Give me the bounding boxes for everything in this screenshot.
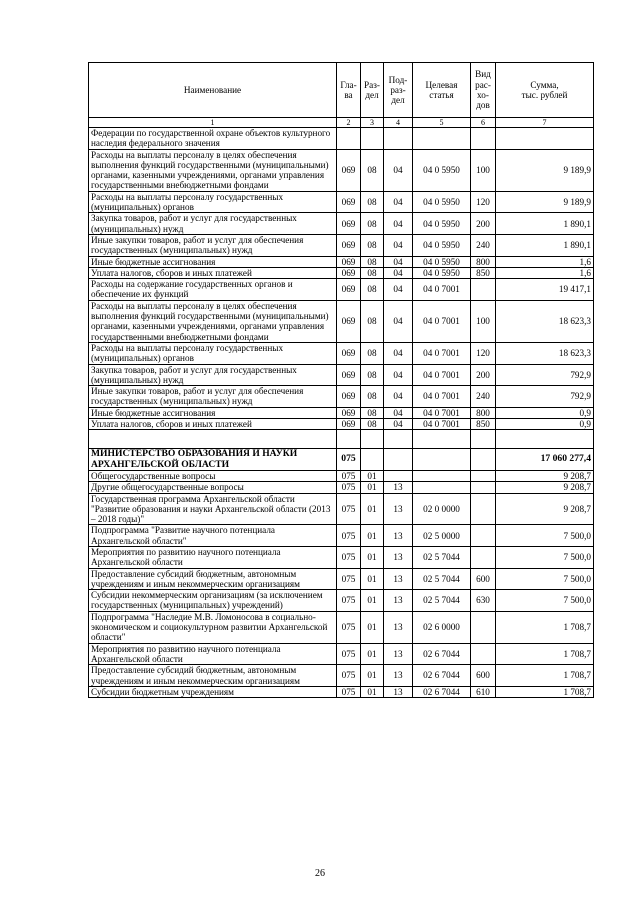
cell-target-article: 02 5 0000 [413,525,471,547]
cell-target-article: 02 5 7044 [413,568,471,590]
cell-target-article: 04 0 7001 [413,279,471,301]
cell-name: Расходы на выплаты персоналу в целях обеспечения выполнения функций государственными (муниципальными) органами, казенными учреждениями, органами управления государственными внебюджетными фондами [89,149,337,191]
table-row [89,279,594,301]
header-chapter: Гла- ва [337,63,361,118]
cell-subsection: 04 [384,419,413,430]
cell-name: Субсидии бюджетным учреждениям [89,686,337,697]
cell-amount: 792,9 [496,364,594,386]
column-number: 1 [89,118,337,128]
cell-chapter: 075 [337,686,361,697]
table-row [89,525,594,547]
cell-amount: 7 500,0 [496,546,594,568]
column-number: 2 [337,118,361,128]
cell-amount: 1,6 [496,256,594,267]
cell-section: 08 [361,419,384,430]
cell-amount: 9 189,9 [496,149,594,191]
cell-section: 01 [361,493,384,525]
cell-expense-type [471,430,496,449]
table-row [89,234,594,256]
cell-chapter: 075 [337,643,361,665]
cell-chapter [337,430,361,449]
cell-target-article: 04 0 5950 [413,213,471,235]
table-body [89,128,594,698]
budget-table-container [88,62,593,698]
cell-name: Подпрограмма "Развитие научного потенциала Архангельской области" [89,525,337,547]
cell-expense-type [471,279,496,301]
cell-expense-type [471,493,496,525]
cell-target-article [413,470,471,481]
cell-expense-type: 120 [471,342,496,364]
cell-amount: 9 208,7 [496,470,594,481]
cell-expense-type: 610 [471,686,496,697]
cell-section: 08 [361,342,384,364]
column-number: 4 [384,118,413,128]
cell-chapter: 069 [337,419,361,430]
cell-expense-type: 200 [471,364,496,386]
cell-section: 01 [361,568,384,590]
cell-subsection: 04 [384,213,413,235]
cell-amount: 7 500,0 [496,568,594,590]
cell-subsection: 13 [384,568,413,590]
cell-name: Расходы на содержание государственных органов и обеспечение их функций [89,279,337,301]
cell-chapter: 075 [337,546,361,568]
table-row [89,213,594,235]
cell-expense-type [471,128,496,150]
header-amount: Сумма, тыс. рублей [496,63,594,118]
cell-section: 08 [361,149,384,191]
cell-section: 08 [361,300,384,342]
table-row [89,407,594,418]
cell-target-article: 04 0 7001 [413,407,471,418]
cell-expense-type: 240 [471,386,496,408]
cell-amount: 0,9 [496,407,594,418]
cell-amount: 1 890,1 [496,234,594,256]
table-row [89,300,594,342]
cell-amount [496,128,594,150]
cell-name: Государственная программа Архангельской области "Развитие образования и науки Архангельской области (2013 – 2018 годы)" [89,493,337,525]
table-row [89,449,594,471]
cell-amount: 1 890,1 [496,213,594,235]
table-row [89,568,594,590]
cell-target-article: 02 5 7044 [413,546,471,568]
cell-target-article: 04 0 7001 [413,342,471,364]
cell-name: Иные закупки товаров, работ и услуг для обеспечения государственных (муниципальных) нужд [89,234,337,256]
cell-section: 01 [361,546,384,568]
cell-target-article [413,482,471,493]
cell-amount: 19 417,1 [496,279,594,301]
header-section: Раз- дел [361,63,384,118]
cell-amount: 9 208,7 [496,493,594,525]
cell-subsection: 04 [384,256,413,267]
column-number: 6 [471,118,496,128]
cell-amount: 18 623,3 [496,342,594,364]
cell-target-article: 04 0 7001 [413,419,471,430]
cell-chapter: 069 [337,149,361,191]
cell-target-article: 04 0 7001 [413,300,471,342]
cell-section: 01 [361,590,384,612]
cell-chapter: 069 [337,386,361,408]
cell-chapter: 069 [337,342,361,364]
cell-section: 08 [361,213,384,235]
header-expense-type: Вид рас- хо- дов [471,63,496,118]
cell-chapter: 075 [337,568,361,590]
table-row [89,191,594,213]
cell-target-article: 04 0 5950 [413,234,471,256]
cell-subsection [384,128,413,150]
cell-subsection: 13 [384,493,413,525]
cell-expense-type: 100 [471,300,496,342]
cell-chapter: 069 [337,279,361,301]
cell-amount: 9 189,9 [496,191,594,213]
cell-target-article: 02 6 0000 [413,611,471,643]
cell-section: 01 [361,525,384,547]
cell-chapter: 069 [337,256,361,267]
cell-target-article: 04 0 5950 [413,149,471,191]
table-row [89,590,594,612]
cell-expense-type: 200 [471,213,496,235]
cell-name: Другие общегосударственные вопросы [89,482,337,493]
cell-section: 08 [361,279,384,301]
cell-target-article: 02 6 7044 [413,665,471,687]
cell-subsection: 13 [384,525,413,547]
table-row [89,256,594,267]
cell-subsection: 04 [384,386,413,408]
table-row [89,149,594,191]
cell-subsection: 13 [384,686,413,697]
cell-section [361,430,384,449]
cell-expense-type [471,525,496,547]
table-row [89,419,594,430]
cell-section: 01 [361,686,384,697]
cell-chapter: 075 [337,611,361,643]
cell-subsection: 13 [384,482,413,493]
cell-subsection: 04 [384,234,413,256]
cell-name [89,430,337,449]
cell-expense-type: 630 [471,590,496,612]
cell-amount: 1,6 [496,267,594,278]
cell-amount: 17 060 277,4 [496,449,594,471]
cell-name: Предоставление субсидий бюджетным, автономным учреждениям и иным некоммерческим организациям [89,568,337,590]
cell-section: 01 [361,665,384,687]
cell-subsection [384,470,413,481]
cell-chapter: 069 [337,234,361,256]
cell-subsection: 13 [384,546,413,568]
cell-chapter: 075 [337,482,361,493]
cell-chapter: 075 [337,525,361,547]
cell-amount: 792,9 [496,386,594,408]
table-row [89,643,594,665]
header-target-article: Целевая статья [413,63,471,118]
cell-amount: 7 500,0 [496,590,594,612]
cell-name: Мероприятия по развитию научного потенциала Архангельской области [89,546,337,568]
cell-chapter: 075 [337,470,361,481]
cell-chapter: 069 [337,191,361,213]
cell-name: Субсидии некоммерческим организациям (за исключением государственных (муниципальных) учреждений) [89,590,337,612]
cell-amount: 0,9 [496,419,594,430]
cell-expense-type: 600 [471,568,496,590]
cell-subsection: 04 [384,364,413,386]
cell-chapter: 069 [337,213,361,235]
cell-expense-type: 240 [471,234,496,256]
cell-subsection: 04 [384,300,413,342]
cell-name: Уплата налогов, сборов и иных платежей [89,419,337,430]
cell-section: 08 [361,234,384,256]
cell-target-article: 04 0 7001 [413,386,471,408]
table-row [89,342,594,364]
cell-subsection [384,430,413,449]
cell-chapter: 075 [337,665,361,687]
cell-name: Иные бюджетные ассигнования [89,407,337,418]
cell-name: Иные бюджетные ассигнования [89,256,337,267]
cell-target-article: 02 6 7044 [413,686,471,697]
cell-name: Расходы на выплаты персоналу в целях обеспечения выполнения функций государственными (муниципальными) органами, казенными учреждениями, органами управления государственными внебюджетными фондами [89,300,337,342]
header-subsection: Под- раз- дел [384,63,413,118]
cell-chapter [337,128,361,150]
cell-target-article: 04 0 5950 [413,267,471,278]
cell-target-article: 04 0 5950 [413,191,471,213]
cell-target-article [413,430,471,449]
cell-chapter: 069 [337,364,361,386]
cell-amount: 9 208,7 [496,482,594,493]
table-row [89,665,594,687]
cell-amount: 1 708,7 [496,665,594,687]
cell-subsection: 13 [384,611,413,643]
cell-name: Расходы на выплаты персоналу государственных (муниципальных) органов [89,191,337,213]
cell-name: Иные закупки товаров, работ и услуг для обеспечения государственных (муниципальных) нужд [89,386,337,408]
cell-expense-type: 800 [471,407,496,418]
cell-target-article: 02 6 7044 [413,643,471,665]
cell-section: 01 [361,470,384,481]
cell-expense-type: 120 [471,191,496,213]
cell-name: Федерации по государственной охране объектов культурного наследия федерального значения [89,128,337,150]
cell-chapter: 069 [337,407,361,418]
table-row [89,430,594,449]
cell-section: 08 [361,407,384,418]
cell-subsection: 13 [384,590,413,612]
budget-table [88,62,594,698]
cell-name: Закупка товаров, работ и услуг для государственных (муниципальных) нужд [89,364,337,386]
cell-expense-type [471,643,496,665]
cell-section: 01 [361,482,384,493]
cell-subsection: 13 [384,665,413,687]
cell-chapter: 075 [337,493,361,525]
table-row [89,470,594,481]
cell-target-article: 02 5 7044 [413,590,471,612]
cell-name: Расходы на выплаты персоналу государственных (муниципальных) органов [89,342,337,364]
cell-amount: 1 708,7 [496,686,594,697]
cell-amount: 1 708,7 [496,643,594,665]
cell-target-article: 04 0 5950 [413,256,471,267]
table-row [89,611,594,643]
cell-expense-type: 850 [471,267,496,278]
cell-name: Общегосударственные вопросы [89,470,337,481]
table-row [89,267,594,278]
cell-subsection: 04 [384,407,413,418]
cell-section: 08 [361,267,384,278]
cell-section: 08 [361,191,384,213]
cell-expense-type [471,546,496,568]
cell-section [361,449,384,471]
header-name: Наименование [89,63,337,118]
cell-subsection: 04 [384,279,413,301]
cell-expense-type: 850 [471,419,496,430]
cell-subsection: 04 [384,267,413,278]
table-row [89,128,594,150]
table-row [89,386,594,408]
cell-expense-type: 800 [471,256,496,267]
cell-name: Предоставление субсидий бюджетным, автономным учреждениям и иным некоммерческим организациям [89,665,337,687]
cell-chapter: 069 [337,267,361,278]
cell-target-article [413,128,471,150]
header-row [89,63,594,118]
cell-name: Уплата налогов, сборов и иных платежей [89,267,337,278]
cell-expense-type: 100 [471,149,496,191]
cell-target-article: 02 0 0000 [413,493,471,525]
cell-section: 08 [361,256,384,267]
column-number: 3 [361,118,384,128]
cell-subsection: 13 [384,643,413,665]
cell-chapter: 069 [337,300,361,342]
cell-expense-type: 600 [471,665,496,687]
cell-chapter: 075 [337,590,361,612]
cell-expense-type [471,470,496,481]
cell-name: Закупка товаров, работ и услуг для государственных (муниципальных) нужд [89,213,337,235]
cell-expense-type [471,611,496,643]
column-number: 7 [496,118,594,128]
cell-section: 08 [361,364,384,386]
cell-target-article [413,449,471,471]
table-row [89,686,594,697]
cell-amount [496,430,594,449]
cell-section: 01 [361,643,384,665]
cell-subsection [384,449,413,471]
cell-expense-type [471,482,496,493]
cell-amount: 7 500,0 [496,525,594,547]
cell-section: 01 [361,611,384,643]
cell-amount: 18 623,3 [496,300,594,342]
cell-expense-type [471,449,496,471]
cell-amount: 1 708,7 [496,611,594,643]
cell-name: МИНИСТЕРСТВО ОБРАЗОВАНИЯ И НАУКИ АРХАНГЕЛЬСКОЙ ОБЛАСТИ [89,449,337,471]
table-row [89,493,594,525]
column-number-row [89,118,594,128]
cell-section: 08 [361,386,384,408]
table-row [89,482,594,493]
page-number: 26 [315,868,325,879]
column-number: 5 [413,118,471,128]
table-row [89,364,594,386]
cell-target-article: 04 0 7001 [413,364,471,386]
cell-subsection: 04 [384,191,413,213]
cell-section [361,128,384,150]
table-row [89,546,594,568]
cell-name: Мероприятия по развитию научного потенциала Архангельской области [89,643,337,665]
cell-name: Подпрограмма "Наследие М.В. Ломоносова в социально-экономическом и социокультурном развитии Архангельской области" [89,611,337,643]
cell-chapter: 075 [337,449,361,471]
cell-subsection: 04 [384,342,413,364]
cell-subsection: 04 [384,149,413,191]
